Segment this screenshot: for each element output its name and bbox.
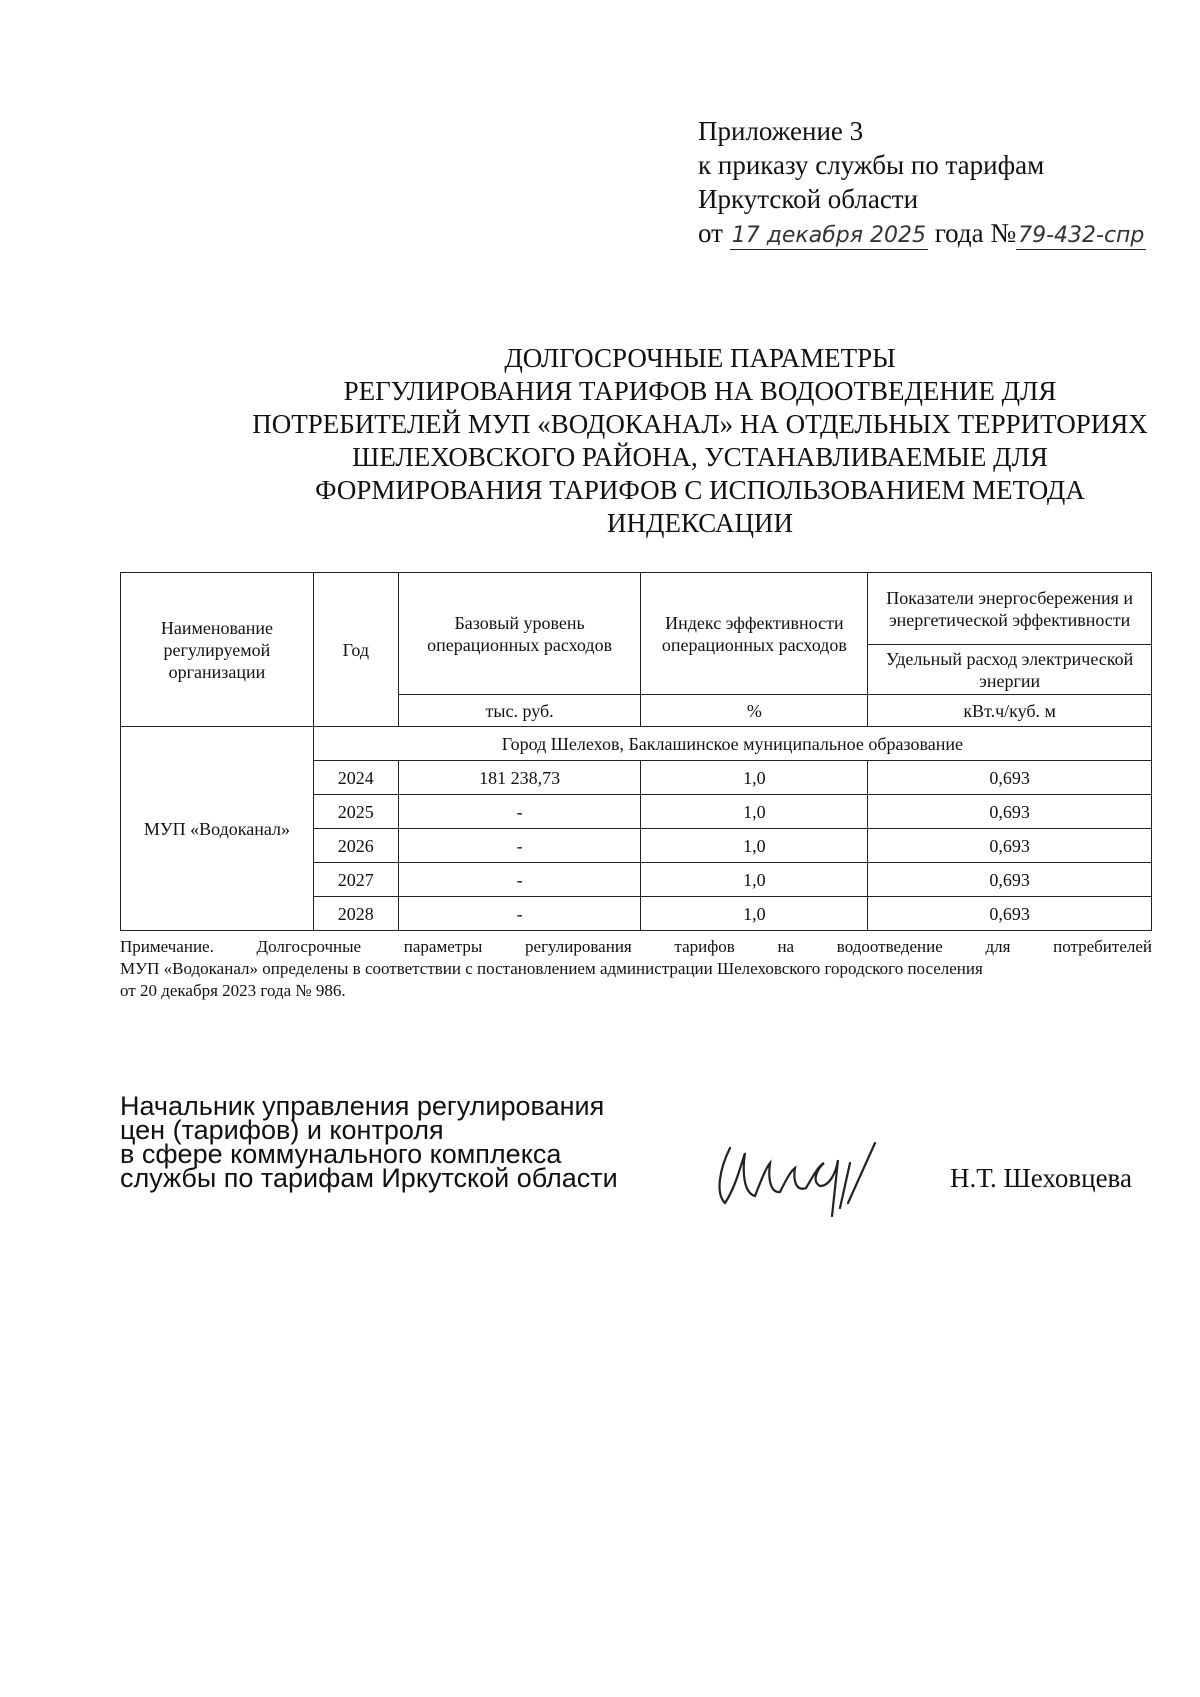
signatory-line-4: службы по тарифам Иркутской области	[120, 1163, 618, 1193]
header-energy-group: Показатели энергосбережения и энергетической эффективности	[868, 573, 1152, 645]
row-base: -	[398, 863, 641, 897]
row-base: -	[398, 829, 641, 863]
appendix-line-4	[698, 216, 1146, 250]
title-line-2: РЕГУЛИРОВАНИЯ ТАРИФОВ НА ВОДООТВЕДЕНИЕ ДЛЯ	[343, 376, 1057, 406]
territory-row: Город Шелехов, Баклашинское муниципальное образование	[313, 727, 1151, 761]
row-base: 181 238,73	[398, 761, 641, 795]
header-org: Наименование регулируемой организации	[121, 573, 314, 727]
title-line-3: ПОТРЕБИТЕЛЕЙ МУП «ВОДОКАНАЛ» НА ОТДЕЛЬНЫХ ТЕРРИТОРИЯХ	[252, 409, 1148, 439]
title-line-6: ИНДЕКСАЦИИ	[607, 508, 793, 538]
appendix-year-word: года №	[934, 218, 1017, 248]
signatory-name: Н.Т. Шеховцева	[950, 1163, 1132, 1193]
unit-index: %	[641, 695, 868, 727]
appendix-line-2: к приказу службы по тарифам	[698, 150, 1045, 180]
note-line-2: МУП «Водоканал» определены в соответствии с постановлением администрации Шелеховского городского поселения	[120, 959, 983, 978]
row-energy: 0,693	[868, 795, 1152, 829]
row-base: -	[398, 897, 641, 931]
row-energy: 0,693	[868, 761, 1152, 795]
unit-base: тыс. руб.	[398, 695, 641, 727]
row-year: 2027	[313, 863, 398, 897]
row-base: -	[398, 795, 641, 829]
note-line-1: Примечание. Долгосрочные параметры регулирования тарифов на водоотведение для потребителей	[120, 937, 1152, 956]
row-year: 2025	[313, 795, 398, 829]
unit-energy: кВт.ч/куб. м	[868, 695, 1152, 727]
note-line-3: от 20 декабря 2023 года № 986.	[120, 981, 346, 1000]
header-energy-sub: Удельный расход электрической энергии	[868, 645, 1152, 695]
signatory-line-3: в сфере коммунального комплекса	[120, 1139, 562, 1169]
row-index: 1,0	[641, 863, 868, 897]
org-name-cell: МУП «Водоканал»	[121, 727, 314, 931]
header-index: Индекс эффективности операционных расходов	[641, 573, 868, 695]
row-year: 2026	[313, 829, 398, 863]
row-energy: 0,693	[868, 829, 1152, 863]
appendix-header	[698, 114, 1146, 250]
signatory-line-1: Начальник управления регулирования	[120, 1091, 605, 1121]
appendix-line-1: Приложение 3	[698, 116, 864, 146]
row-year: 2024	[313, 761, 398, 795]
title-line-1: ДОЛГОСРОЧНЫЕ ПАРАМЕТРЫ	[504, 343, 896, 373]
table-note	[120, 936, 1152, 1002]
header-year: Год	[313, 573, 398, 727]
appendix-line-3: Иркутской области	[698, 184, 919, 214]
header-base: Базовый уровень операционных расходов	[398, 573, 641, 695]
handwritten-signature	[700, 1108, 920, 1218]
appendix-ot: от	[698, 218, 723, 248]
document-title	[200, 342, 1200, 540]
handwritten-number: 79-432-спр	[1018, 223, 1145, 248]
row-index: 1,0	[641, 795, 868, 829]
parameters-table	[120, 572, 1152, 931]
signatory-title	[120, 1091, 618, 1193]
signatory-line-2: цен (тарифов) и контроля	[120, 1115, 444, 1145]
row-index: 1,0	[641, 897, 868, 931]
handwritten-date: 17 декабря 2025	[731, 223, 926, 248]
title-line-4: ШЕЛЕХОВСКОГО РАЙОНА, УСТАНАВЛИВАЕМЫЕ ДЛЯ	[352, 442, 1048, 472]
row-energy: 0,693	[868, 897, 1152, 931]
title-line-5: ФОРМИРОВАНИЯ ТАРИФОВ С ИСПОЛЬЗОВАНИЕМ МЕТОДА	[315, 475, 1085, 505]
row-index: 1,0	[641, 829, 868, 863]
row-year: 2028	[313, 897, 398, 931]
row-energy: 0,693	[868, 863, 1152, 897]
row-index: 1,0	[641, 761, 868, 795]
